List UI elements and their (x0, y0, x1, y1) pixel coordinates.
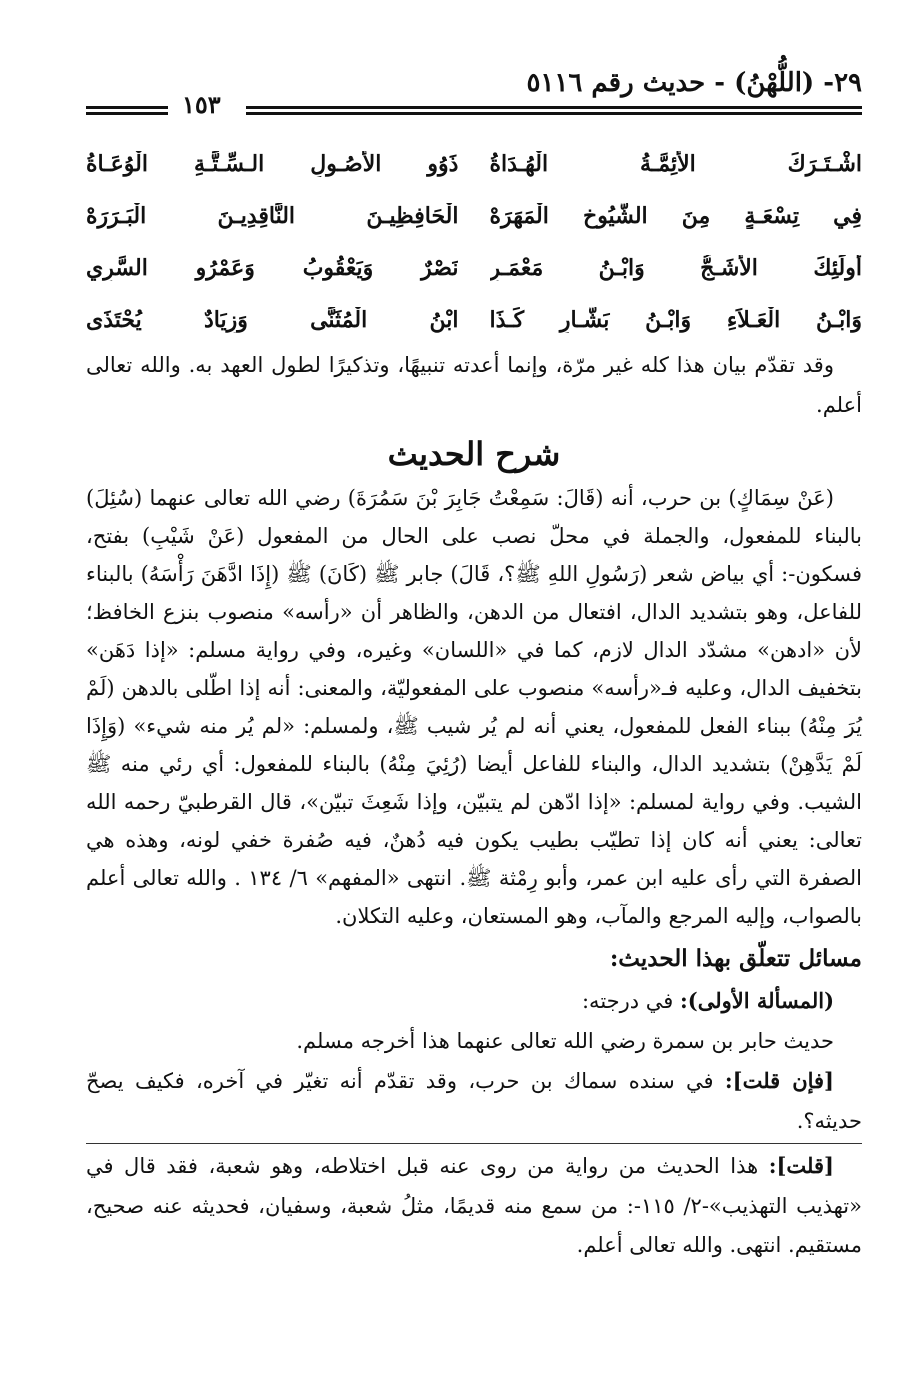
answer-paragraph (86, 1146, 862, 1266)
question-label: [فإن قلت]: (724, 1068, 834, 1093)
header-rule (246, 106, 862, 118)
poem-hemistich-left: ذَوُو الأُصُـولِ الـسِّـتَّـةِ الْوُعَـاةُ (86, 151, 459, 177)
poem-hemistich-left: ابْنُ الْمُثَنَّى وَزِيَادٌ يُحْتَذَى (86, 307, 459, 333)
poem-verse (86, 190, 862, 242)
issue-one-title: في درجته: (581, 989, 674, 1013)
page-number-rule (86, 106, 168, 118)
answer-label: [قلت]: (768, 1153, 834, 1178)
poem-verse (86, 138, 862, 190)
page-number: ١٥٣ (182, 90, 221, 119)
answer-text: هذا الحديث من رواية من روى عنه قبل اختلاطه، وهو شعبة، فقد قال في «تهذيب التهذيب»-٢/ ١١٥-: من سمع منه قديمًا، مثلُ شعبة، وسفيان، فحديثه عنه صحيح، مستقيم. انتهى. والله تعالى أعلم. (86, 1154, 862, 1257)
explanation-paragraph: (عَنْ سِمَاكٍ) بن حرب، أنه (قَالَ: سَمِعْتُ جَابِرَ بْنَ سَمُرَةَ) رضي الله تعالى عنهما (سُئِلَ) بالبناء للمفعول، والجملة في محلّ نصب على الحال من المفعول (عَنْ شَيْبِ) بفتح، فسكون-: أي بياض شعر (رَسُولِ اللهِ ﷺ؟، قَالَ) جابر ﷺ (كَانَ) ﷺ (إِذَا ادَّهَنَ رَأْسَهُ) بالبناء للفاعل، وهو بتشديد الدال، افتعال من الدهن، والظاهر أن «رأسه» منصوب بنزع الخافظ؛ لأن «ادهن» مشدّد الدال لازم، كما في «اللسان» وغيره، وفي رواية مسلم: «إذا دَهَن» بتخفيف الدال، وعليه فـ«رأسه» منصوب على المفعوليّة، والمعنى: أنه إذا اطّلى بالدهن (لَمْ يُرَ مِنْهُ) ببناء الفعل للمفعول، يعني أنه لم يُر شيب ﷺ، ولمسلم: «لم يُر منه شيء» (وَإِذَا لَمْ يَدَّهِنْ) بتشديد الدال، والبناء للفاعل أيضا (رُئِيَ مِنْهُ) بالبناء للمفعول: أي رئي منه ﷺ الشيب. وفي رواية لمسلم: «إذا ادّهن لم يتبيّن، وإذا شَعِثَ تبيّن»، قال القرطبيّ رحمه الله تعالى: يعني أنه كان إذا تطيّب بطيب يكون فيه دُهنٌ، فيه صُفرة خفي لونه، وهذه هي الصفرة التي رأى عليه ابن عمر، وأبو رِمْثة ﷺ. انتهى «المفهم» ٦/ ١٣٤ . والله تعالى أعلم بالصواب، وإليه المرجع والمآب، وهو المستعان، وعليه التكلان. (86, 486, 862, 928)
question-paragraph (86, 1061, 862, 1141)
chapter-title: ٢٩- (اللُّهْنُ) - حديث رقم ٥١١٦ (526, 68, 862, 98)
poem-hemistich-right: أُولَئِكَ الأَشَـجُّ وَابْـنُ مَعْمَـرِ (489, 255, 862, 281)
question-text: في سنده سماك بن حرب، وقد تقدّم أنه تغيّر في آخره، فكيف يصحّ حديثه؟. (86, 1069, 862, 1133)
poem-hemistich-left: نَصْرٌ وَيَعْقُوبُ وَعَمْرُو السَّرِي (86, 255, 459, 281)
poem-hemistich-left: الْحَافِظِيـنَ النَّاقِدِيـنَ الْبَـرَرَهْ (86, 203, 459, 229)
page-header (86, 60, 862, 120)
issue-one-label: (المسألة الأولى): (680, 988, 834, 1013)
poem-verse (86, 242, 862, 294)
section-title: شرح الحديث (387, 435, 561, 473)
intro-paragraph: وقد تقدّم بيان هذا كله غير مرّة، وإنما أعدته تنبيهًا، وتذكيرًا لطول العهد به. والله تعالى أعلم. (86, 353, 862, 417)
poem-hemistich-right: وَابْـنُ الْعَـلاَءِ وَابْـنُ بَشَّـارٍ كَـذَا (489, 307, 862, 333)
issue-one-text: حديث حابر بن سمرة رضي الله تعالى عنهما هذا أخرجه مسلم. (296, 1028, 834, 1053)
issues-heading: مسائل تتعلّق بهذا الحديث: (609, 945, 862, 972)
poem-verse (86, 294, 862, 346)
poem-hemistich-right: فِي تِسْعَـةٍ مِنَ الشُّيُوخِ الْمَهَرَهْ (489, 203, 862, 229)
separator-rule (86, 1143, 862, 1144)
issue-one-heading (86, 981, 862, 1022)
poem-hemistich-right: اشْـتَـرَكَ الأَئِمَّـةُ الْهُـدَاةُ (489, 151, 862, 177)
poem (86, 138, 862, 346)
